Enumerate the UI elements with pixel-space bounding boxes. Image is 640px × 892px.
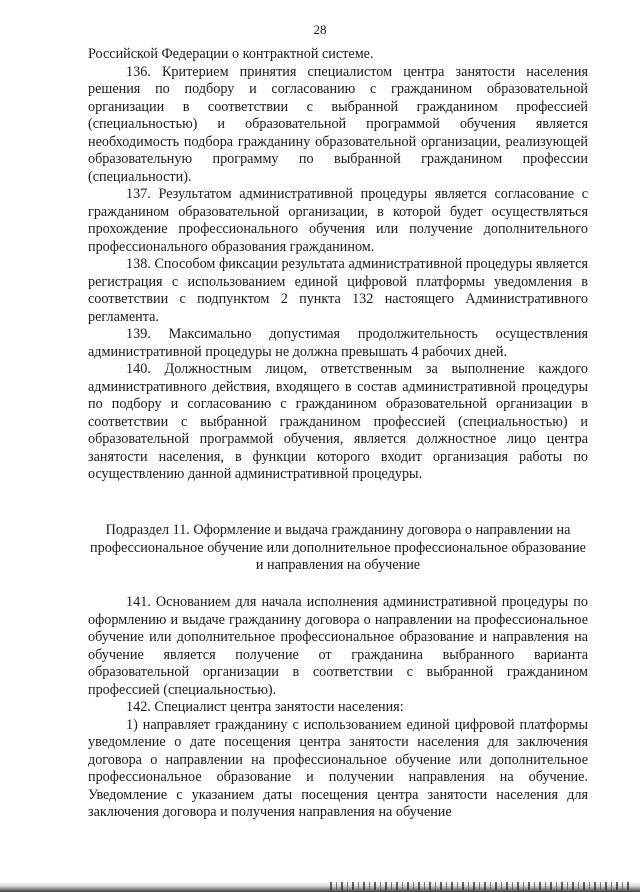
paragraph-continuation: Российской Федерации о контрактной системе. [88, 46, 374, 62]
body-text-top [88, 46, 588, 484]
paragraph-142-item-1: 1) направляет гражданину с использованием единой цифровой платформы уведомление о дате посещения центра занятости населения для заключения договора о направлении на профессиональное обучение или дополнительное профессиональное образование и получении направления на обучение. Уведомление с указанием даты посещения центра занятости населения для заключения договора и получения направления на обучение [88, 716, 588, 820]
paragraph-142: 142. Специалист центра занятости населения: [126, 699, 404, 715]
page-number: 28 [313, 22, 327, 37]
paragraph-141: 141. Основанием для начала исполнения административной процедуры по оформлению и выдаче гражданину договора о направлении на профессиональное обучение или дополнительное профессиональное образование и направления на обучение является получение от гражданина выбранного варианта образовательной организации в соответствии с выбранной гражданином профессией (специальностью). [88, 594, 588, 698]
paragraph-139: 139. Максимально допустимая продолжительность осуществления административной процедуры не должна превышать 4 рабочих дней. [88, 326, 588, 360]
body-text-bottom [88, 594, 588, 822]
paragraph-138: 138. Способом фиксации результата административной процедуры является регистрация с использованием единой цифровой платформы уведомления в соответствии с подпунктом 2 пункта 132 настоящего Административного регламента. [88, 256, 588, 325]
scan-edge-marks [330, 882, 630, 890]
paragraph-137: 137. Результатом административной процедуры является согласование с гражданином образовательной организации, в которой будет осуществляться прохождение профессионального обучения или получение дополнительного профессионального образования гражданином. [88, 186, 588, 255]
section-heading: Подраздел 11. Оформление и выдача гражданину договора о направлении на профессиональное обучение или дополнительное профессиональное образование и направления на обучение [90, 522, 586, 573]
paragraph-140: 140. Должностным лицом, ответственным за выполнение каждого административного действия, входящего в состав административной процедуры по подбору и согласованию с гражданином образовательной организации в соответствии с выбранной гражданином профессией (специальностью) и образовательной программой обучения, является должностное лицо центра занятости населения, в функции которого входит организация работы по осуществлению данной административной процедуры. [88, 361, 588, 482]
paragraph-136: 136. Критерием принятия специалистом центра занятости населения решения по подбору и согласованию с гражданином образовательной организации в соответствии с выбранной гражданином профессией (специальностью) и образовательной программой обучения является необходимость подбора гражданину образовательной организации, реализующей образовательную программу по выбранной гражданином профессии (специальности). [88, 63, 588, 185]
